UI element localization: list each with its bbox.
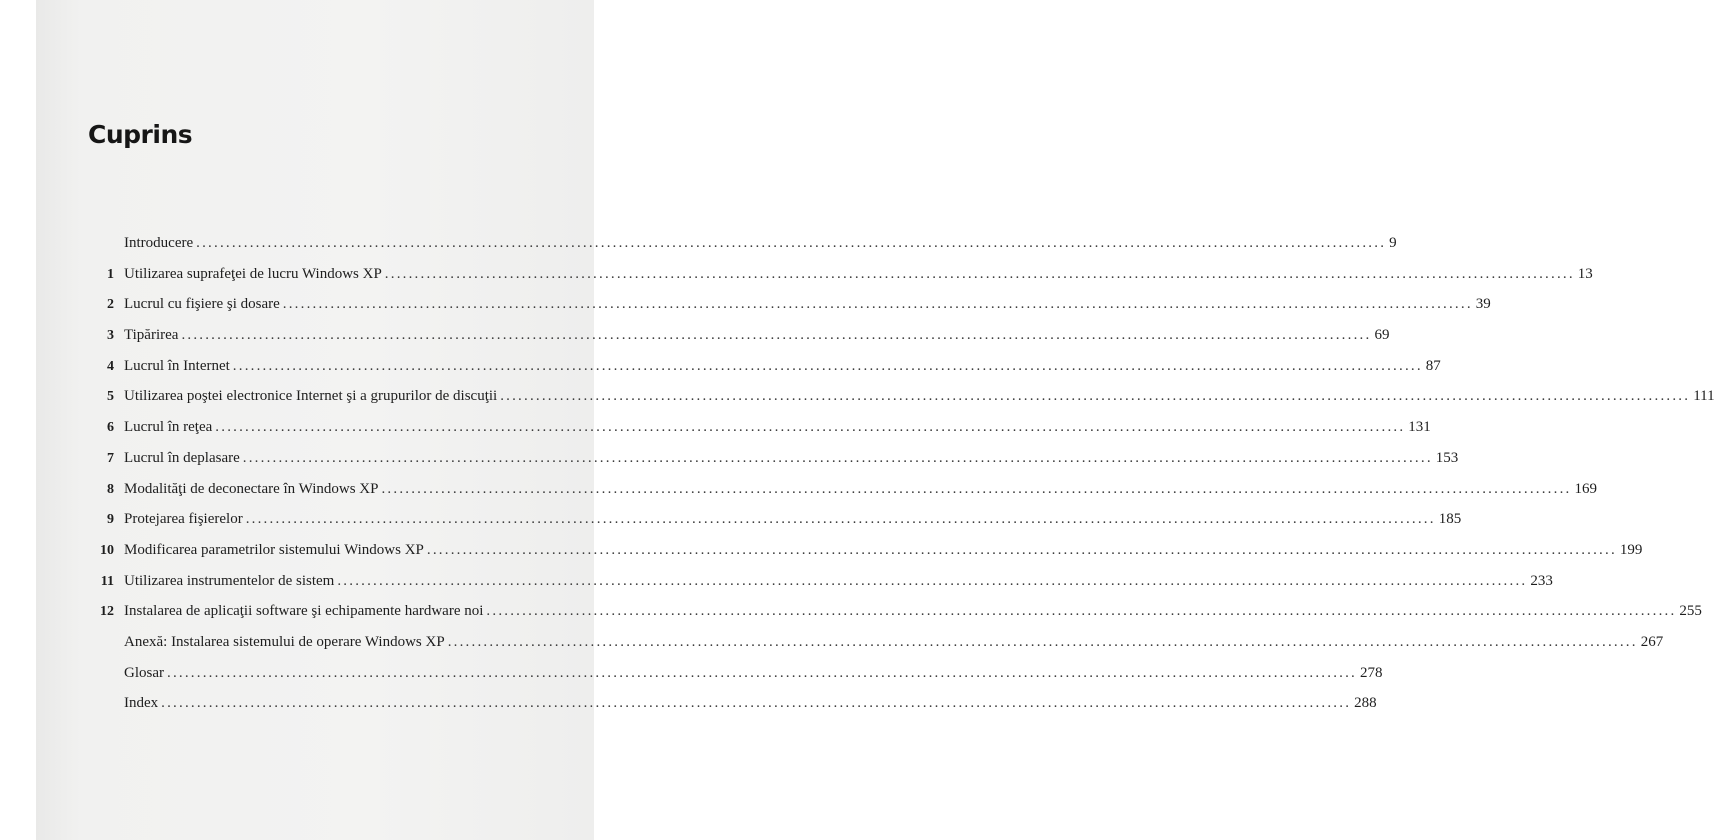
toc-entry[interactable] bbox=[88, 351, 1441, 382]
toc-entry[interactable] bbox=[88, 658, 1383, 689]
toc-page-number: 9 bbox=[1389, 235, 1397, 251]
toc-entry-title: Modificarea parametrilor sistemului Windows XP bbox=[124, 541, 424, 558]
toc-entry-title: Utilizarea instrumentelor de sistem bbox=[124, 572, 335, 589]
toc-entry-title: Utilizarea suprafeţei de lucru Windows XP bbox=[124, 265, 382, 282]
toc-page-number: 111 bbox=[1693, 388, 1715, 405]
toc-chapter-number: 3 bbox=[107, 328, 114, 344]
dot-leader: ........................................................................................................................................................................................................ bbox=[181, 327, 1372, 344]
toc-entry[interactable] bbox=[88, 596, 1702, 627]
toc-entry-title: Index bbox=[124, 695, 159, 712]
toc-entry[interactable] bbox=[88, 535, 1643, 566]
toc-entry-title: Utilizarea poştei electronice Internet şi a grupurilor de discuţii bbox=[124, 388, 498, 405]
dot-leader: ........................................................................................................................................................................................................ bbox=[282, 296, 1473, 313]
toc-entry-title: Lucrul în Internet bbox=[124, 357, 230, 374]
toc-entry-title: Instalarea de aplicaţii software şi echipamente hardware noi bbox=[124, 603, 484, 620]
dot-leader: ........................................................................................................................................................................................................ bbox=[384, 265, 1575, 282]
toc-chapter-number: 6 bbox=[107, 420, 114, 436]
toc-entry-title: Lucrul în reţea bbox=[124, 419, 213, 436]
toc-entry[interactable] bbox=[88, 688, 1377, 719]
toc-entry[interactable] bbox=[88, 504, 1462, 535]
toc-page-number: 233 bbox=[1530, 572, 1553, 589]
toc-chapter-number: 4 bbox=[107, 358, 114, 374]
toc-entry[interactable] bbox=[88, 228, 1397, 259]
toc-page-number: 13 bbox=[1577, 265, 1593, 282]
dot-leader: ........................................................................................................................................................................................................ bbox=[196, 235, 1387, 251]
toc-entry[interactable] bbox=[88, 627, 1664, 658]
toc-entry-title: Protejarea fişierelor bbox=[124, 511, 243, 528]
toc-chapter-number: 10 bbox=[100, 542, 114, 558]
toc-entry-title: Introducere bbox=[124, 235, 194, 251]
toc-entry[interactable] bbox=[88, 474, 1597, 505]
toc-page-number: 39 bbox=[1475, 296, 1491, 313]
dot-leader: ........................................................................................................................................................................................................ bbox=[447, 633, 1638, 650]
toc-entry-title: Glosar bbox=[124, 664, 164, 681]
toc-entry[interactable] bbox=[88, 259, 1593, 290]
toc-entry[interactable] bbox=[88, 443, 1459, 474]
page-title: Cuprins bbox=[88, 120, 193, 149]
toc-page-number: 87 bbox=[1425, 357, 1441, 374]
toc-entry-title: Lucrul în deplasare bbox=[124, 449, 240, 466]
dot-leader: ........................................................................................................................................................................................................ bbox=[381, 480, 1572, 497]
dot-leader: ........................................................................................................................................................................................................ bbox=[337, 572, 1528, 589]
toc-page-number: 131 bbox=[1408, 419, 1431, 436]
toc-entry[interactable] bbox=[88, 412, 1431, 443]
toc-chapter-number: 5 bbox=[107, 389, 114, 405]
toc-entry-title: Anexă: Instalarea sistemului de operare Windows XP bbox=[124, 633, 445, 650]
toc-page-number: 278 bbox=[1360, 664, 1383, 681]
toc-page-number: 169 bbox=[1574, 480, 1597, 497]
dot-leader: ........................................................................................................................................................................................................ bbox=[426, 541, 1617, 558]
toc-entry[interactable] bbox=[88, 566, 1553, 597]
toc-entry[interactable] bbox=[88, 320, 1390, 351]
toc-entry[interactable] bbox=[88, 381, 1715, 412]
toc-chapter-number: 8 bbox=[107, 481, 114, 497]
dot-leader: ........................................................................................................................................................................................................ bbox=[167, 664, 1357, 681]
toc-chapter-number: 7 bbox=[107, 450, 114, 466]
toc-page-number: 199 bbox=[1619, 541, 1643, 558]
toc-chapter-number: 12 bbox=[100, 604, 114, 620]
dot-leader: ........................................................................................................................................................................................................ bbox=[500, 388, 1691, 405]
toc-entry-title: Modalităţi de deconectare în Windows XP bbox=[124, 480, 379, 497]
dot-leader: ........................................................................................................................................................................................................ bbox=[242, 449, 1433, 466]
dot-leader: ........................................................................................................................................................................................................ bbox=[161, 695, 1352, 712]
table-of-contents bbox=[88, 228, 1715, 719]
toc-page-number: 69 bbox=[1374, 327, 1390, 344]
dot-leader: ........................................................................................................................................................................................................ bbox=[215, 419, 1406, 436]
toc-page-number: 255 bbox=[1679, 603, 1702, 620]
toc-chapter-number: 1 bbox=[107, 266, 114, 282]
toc-chapter-number: 9 bbox=[107, 512, 114, 528]
dot-leader: ........................................................................................................................................................................................................ bbox=[245, 511, 1436, 528]
dot-leader: ........................................................................................................................................................................................................ bbox=[232, 357, 1423, 374]
toc-entry-title: Tipărirea bbox=[124, 327, 179, 344]
book-page bbox=[36, 0, 1715, 840]
toc-chapter-number: 2 bbox=[107, 297, 114, 313]
toc-entry[interactable] bbox=[88, 289, 1491, 320]
toc-page-number: 153 bbox=[1435, 449, 1459, 466]
toc-entry-title: Lucrul cu fişiere şi dosare bbox=[124, 296, 280, 313]
toc-page-number: 288 bbox=[1354, 695, 1377, 712]
dot-leader: ........................................................................................................................................................................................................ bbox=[486, 603, 1677, 620]
toc-page-number: 267 bbox=[1640, 633, 1664, 650]
toc-page-number: 185 bbox=[1438, 511, 1462, 528]
toc-chapter-number: 11 bbox=[100, 573, 114, 589]
